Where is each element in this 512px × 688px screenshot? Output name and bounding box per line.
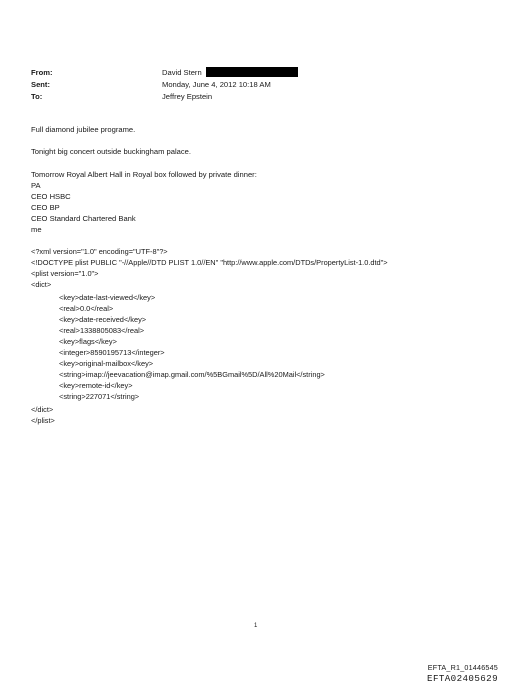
xml-line: <key>date-received</key> — [59, 315, 147, 324]
sent-value: Monday, June 4, 2012 10:18 AM — [162, 80, 271, 89]
xml-line: <real>1338805083</real> — [59, 326, 145, 335]
from-value-wrap — [162, 67, 298, 79]
body-line: Tonight big concert outside buckingham palace. — [31, 147, 191, 156]
from-row — [0, 67, 512, 79]
xml-line: <?xml version="1.0" encoding="UTF-8"?> — [31, 247, 168, 256]
to-label: To: — [31, 92, 43, 101]
body-line: Full diamond jubilee programe. — [31, 125, 136, 134]
xml-line: <key>flags</key> — [59, 337, 117, 346]
body-line: Tomorrow Royal Albert Hall in Royal box followed by private dinner: — [31, 170, 257, 179]
sent-label: Sent: — [31, 80, 50, 89]
to-row — [0, 91, 512, 103]
body-line: CEO HSBC — [31, 192, 71, 201]
bates-number-secondary: EFTA02405629 — [427, 673, 498, 684]
xml-line: <key>remote-id</key> — [59, 381, 133, 390]
xml-line: <key>original-mailbox</key> — [59, 359, 154, 368]
xml-line: <string>imap://jeevacation@imap.gmail.com/%5BGmail%5D/All%20Mail</string> — [59, 370, 325, 379]
xml-line: <plist version="1.0"> — [31, 269, 99, 278]
body-line: CEO Standard Chartered Bank — [31, 214, 136, 223]
xml-line: <integer>8590195713</integer> — [59, 348, 165, 357]
xml-line: <string>227071</string> — [59, 392, 140, 401]
xml-line: </dict> — [31, 405, 54, 414]
bates-number-primary: EFTA_R1_01446545 — [427, 663, 498, 672]
xml-line: <key>date-last-viewed</key> — [59, 293, 156, 302]
from-label: From: — [31, 68, 53, 77]
body-line: PA — [31, 181, 41, 190]
body-line: CEO BP — [31, 203, 60, 212]
xml-line: </plist> — [31, 416, 55, 425]
page-number: 1 — [254, 623, 258, 629]
sent-row — [0, 79, 512, 91]
redaction-box — [206, 67, 298, 77]
xml-line: <!DOCTYPE plist PUBLIC "-//Apple//DTD PLIST 1.0//EN" "http://www.apple.com/DTDs/PropertyList-1.0.dtd"> — [31, 258, 388, 267]
from-value: David Stern — [162, 68, 202, 77]
body-line: me — [31, 225, 42, 234]
to-value: Jeffrey Epstein — [162, 92, 213, 101]
xml-line: <real>0.0</real> — [59, 304, 114, 313]
xml-line: <dict> — [31, 280, 52, 289]
